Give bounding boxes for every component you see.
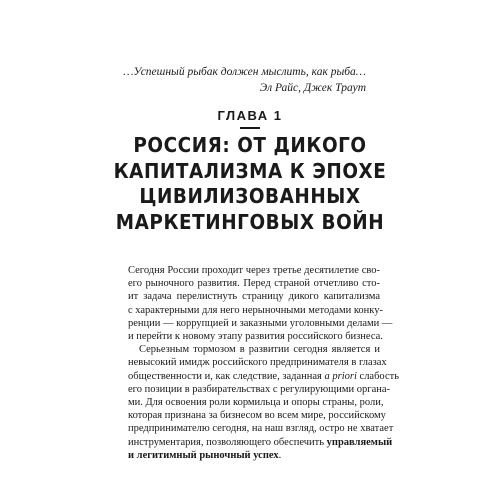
- text-line: ренции — коррупцией и заказными уголовными делами —: [128, 317, 393, 329]
- body-text: [128, 264, 399, 462]
- paragraph: [128, 264, 393, 343]
- text-line: с характерными для него нерыночными методами конку-: [128, 304, 383, 316]
- epigraph: [123, 64, 366, 96]
- chapter-title-line: РОССИЯ: ОТ ДИКОГО: [133, 133, 367, 157]
- italic-term: a priori: [324, 370, 357, 382]
- text-line: [128, 449, 380, 462]
- text-line: ит задача перелистнуть страницу дикого капитализма: [128, 291, 380, 303]
- text-run: слабость: [359, 370, 399, 382]
- text-line: его позиции в разбирательствах с регулирующими органа-: [128, 383, 391, 395]
- text-line: [128, 436, 393, 449]
- text-line: предпринимателю сегодня, на наш взгляд, остро не хватает: [128, 423, 394, 435]
- epigraph-author: Эл Райс, Джек Траут: [259, 82, 366, 94]
- chapter-title-line: КАПИТАЛИЗМА К ЭПОХЕ: [113, 158, 387, 183]
- text-line: ми. Для освоения роли кормильца и опоры страны, роли,: [128, 397, 384, 409]
- epigraph-quote: …Успешный рыбак должен мыслить, как рыба…: [123, 66, 366, 78]
- text-line: [128, 370, 399, 383]
- text-run: .: [278, 449, 282, 461]
- text-line: которая признана за бизнесом во всем мире, российскому: [128, 410, 386, 422]
- text-line: Сегодня России проходит через третье десятилетие сво-: [128, 265, 380, 276]
- text-run: общественности и, как следствие, заданная: [128, 370, 322, 382]
- chapter-title: [20, 133, 480, 235]
- paragraph: [128, 343, 399, 462]
- chapter-title-line: МАРКЕТИНГОВЫХ ВОЙН: [115, 209, 385, 234]
- chapter-title-line: ЦИВИЛИЗОВАННЫХ: [139, 184, 361, 208]
- text-line: невысокий имидж российского предпринимателя в глазах: [128, 357, 387, 369]
- text-line: Серьезным тормозом в развитии сегодня является и: [139, 344, 380, 356]
- text-run: инструментария, позволяющего обеспечить: [128, 436, 325, 448]
- text-line: его рыночного развития. Перед страной отчетливо сто-: [128, 278, 380, 290]
- bold-emphasis: и легитимный рыночный успех: [128, 449, 279, 461]
- chapter-divider: [240, 127, 260, 129]
- bold-emphasis: управляемый: [326, 436, 393, 448]
- chapter-label: ГЛАВА 1: [217, 108, 283, 123]
- text-line: и перейти к новому этапу развития российского бизнеса.: [128, 331, 383, 343]
